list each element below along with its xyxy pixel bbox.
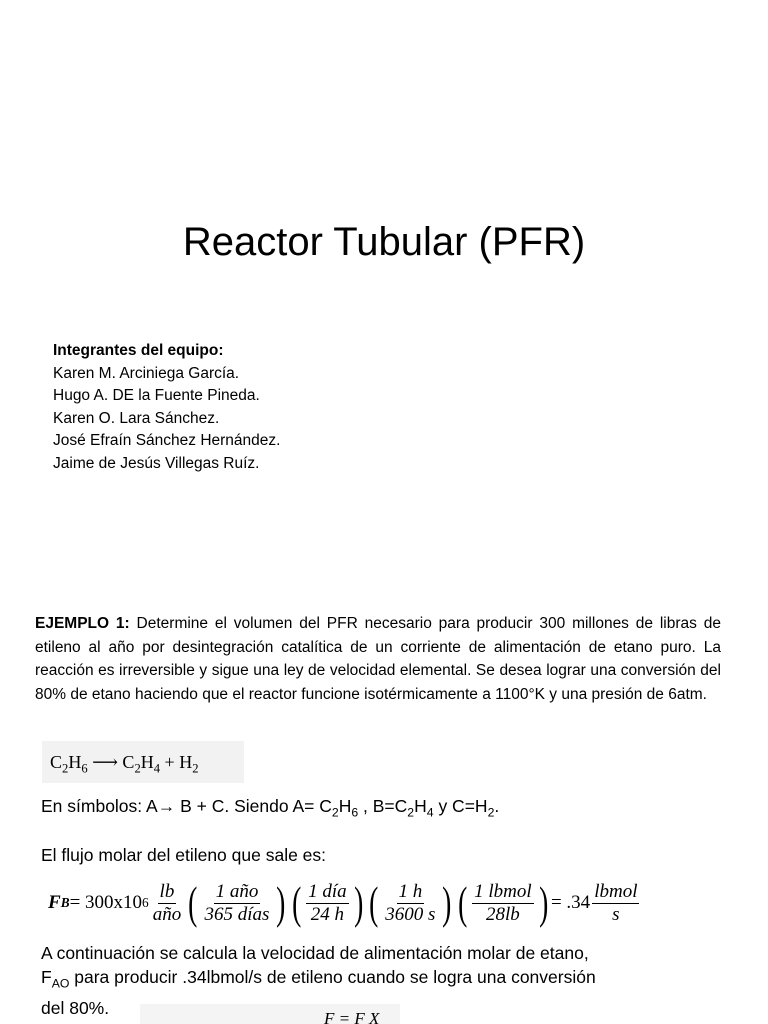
frac-num: lbmol xyxy=(594,880,638,902)
reaction-product: C xyxy=(122,752,135,772)
reaction-product-2: H xyxy=(179,752,193,772)
reaction-arrow: ⟶ xyxy=(92,752,118,772)
paren: ) xyxy=(538,877,548,928)
team-member: Jaime de Jesús Villegas Ruíz. xyxy=(53,454,260,472)
subscript: 6 xyxy=(351,805,359,820)
continue-line: A continuación se calcula la velocidad de alimentación molar de etano, xyxy=(41,943,589,963)
partial-equation-image: F = F X xyxy=(140,1004,400,1024)
frac-num: 1 h xyxy=(398,880,423,902)
fb-lhs: F xyxy=(48,892,61,913)
symbols-line xyxy=(41,794,499,825)
frac-den: 24 h xyxy=(310,903,344,925)
paren: ( xyxy=(369,877,379,928)
paren: ( xyxy=(291,877,302,928)
paren: ( xyxy=(457,877,468,928)
frac-den: 28lb xyxy=(485,903,520,925)
reaction-sub: 2 xyxy=(134,761,141,776)
symbols-text: . xyxy=(494,796,500,816)
frac-den: s xyxy=(612,903,620,925)
frac-num: 1 día xyxy=(308,880,347,902)
continue-text: para producir .34lbmol/s de etileno cuando se logra una conversión xyxy=(69,967,596,987)
symbols-text: B + C. Siendo A= C xyxy=(175,796,332,816)
frac-den: año xyxy=(152,903,182,925)
page-title: Reactor Tubular (PFR) xyxy=(182,220,586,264)
example-label: EJEMPLO 1: xyxy=(35,615,130,632)
subscript: 2 xyxy=(331,805,339,820)
reaction-equation-image xyxy=(42,741,244,783)
frac-num: 1 año xyxy=(215,880,259,902)
reaction-product-h: H xyxy=(140,752,154,772)
fb-eq-text: = 300x10 xyxy=(69,892,143,913)
fb-lhs-sub: B xyxy=(60,895,70,910)
reaction-sub: 2 xyxy=(62,761,69,776)
frac-num: 1 lbmol xyxy=(474,880,532,902)
arrow-symbol: → xyxy=(157,796,176,816)
team-member: José Efraín Sánchez Hernández. xyxy=(53,432,281,449)
paren: ) xyxy=(276,877,286,928)
symbols-text: y C=H xyxy=(433,796,488,816)
reaction-reactant: C xyxy=(50,752,63,772)
paren: ) xyxy=(353,877,363,928)
fraction xyxy=(592,881,639,926)
subscript: 2 xyxy=(407,805,415,820)
fraction xyxy=(203,881,272,926)
fao-symbol: F xyxy=(41,967,52,987)
continue-line: del 80%. xyxy=(41,997,110,1018)
fraction xyxy=(151,881,184,926)
team-member: Karen M. Arciniega García. xyxy=(53,364,240,382)
subscript: 2 xyxy=(487,805,495,820)
example-paragraph xyxy=(35,612,721,706)
reaction-sub: 6 xyxy=(81,761,88,776)
symbols-text: H xyxy=(338,796,352,816)
symbols-text: H xyxy=(414,796,427,816)
continue-line xyxy=(41,965,701,996)
reaction-sub: 4 xyxy=(153,761,161,776)
fraction xyxy=(472,881,534,926)
example-text: Determine el volumen del PFR necesario para producir 300 millones de libras de etileno al año por desintegración catalítica de un corriente de alimentación de etano puro. La reacción es irreversible y sigue una ley de velocidad elemental. Se desea lograr una conversión del 80% de etano haciendo que el reactor funcione isotérmicamente a 1100°K y una presión de 6atm. xyxy=(35,615,721,703)
frac-den: 3600 s xyxy=(385,903,436,925)
fb-exponent: 6 xyxy=(142,895,149,910)
reaction-reactant-h: H xyxy=(68,752,82,772)
flow-label: El flujo molar del etileno que sale es: xyxy=(41,845,327,865)
fao-sub: AO xyxy=(51,976,70,991)
frac-num: lb xyxy=(159,880,175,902)
fraction xyxy=(383,881,437,926)
fb-equation xyxy=(48,872,641,934)
fb-result: = .34 xyxy=(550,892,591,913)
symbols-text: , B=C xyxy=(358,796,408,816)
paren: ) xyxy=(442,877,452,928)
subscript: 4 xyxy=(426,805,434,820)
symbols-text: En símbolos: A xyxy=(41,796,158,816)
reaction-plus: + xyxy=(164,752,175,772)
team-member: Hugo A. DE la Fuente Pineda. xyxy=(53,387,260,404)
frac-den: 365 días xyxy=(204,903,270,925)
team-list xyxy=(53,340,280,475)
paren: ( xyxy=(188,877,198,928)
reaction-sub: 2 xyxy=(192,761,199,776)
fraction xyxy=(306,881,349,926)
team-member: Karen O. Lara Sánchez. xyxy=(53,409,220,427)
team-header: Integrantes del equipo: xyxy=(53,342,224,359)
